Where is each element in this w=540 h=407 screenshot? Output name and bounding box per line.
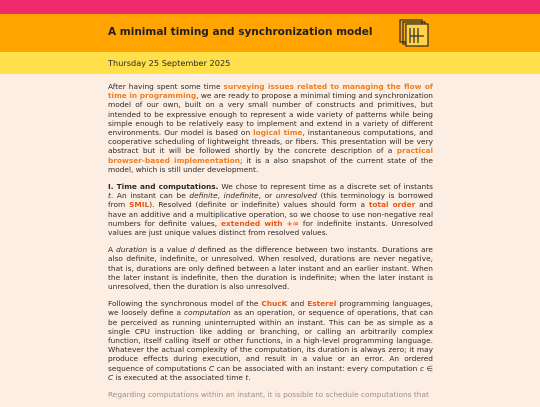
emphasis: definite xyxy=(189,191,218,201)
duration-paragraph xyxy=(108,245,433,291)
text: Following the synchronous model of the xyxy=(108,299,262,309)
site-logo-icon[interactable] xyxy=(399,19,429,47)
synchronous-model-paragraph xyxy=(108,299,433,382)
link-total-order[interactable]: total order xyxy=(368,200,416,210)
text: (this terminology is borrowed from xyxy=(108,191,433,210)
page-header xyxy=(0,14,540,52)
text: After having spent some time xyxy=(108,82,224,91)
math-var: t xyxy=(108,191,111,201)
text: , or xyxy=(258,191,276,201)
math-var: c ∈ C xyxy=(108,363,434,382)
math-var: d xyxy=(190,245,195,255)
text: can be associated with an instant: every computation xyxy=(214,363,420,373)
text: ). Resolved (definite or indefinite) values should form a xyxy=(149,200,369,210)
text: for indefinite instants. Unresolved values are just unique values distinct from resolved values. xyxy=(108,218,433,238)
section-time-computations xyxy=(108,182,433,237)
text: programming languages, we loosely define a xyxy=(108,299,434,318)
link-extended-infinity[interactable]: extended with +∞ xyxy=(221,218,299,228)
text: is executed at the associated time xyxy=(113,372,246,382)
text: and xyxy=(287,299,308,309)
math-var: t xyxy=(245,372,249,382)
cut-off-paragraph: Regarding computations within an instant, it is possible to schedule computations that xyxy=(108,390,429,400)
emphasis: indefinite xyxy=(223,191,259,201)
text: We chose to represent time as a discrete set of instants xyxy=(218,182,433,192)
math-var: C xyxy=(209,363,215,373)
text: . xyxy=(248,372,251,382)
emphasis: unresolved xyxy=(275,191,317,201)
link-esterel[interactable]: Esterel xyxy=(307,299,337,309)
text: and have an additive and a multiplicative operation, so we choose to use non-negative real numbers for definite values, xyxy=(108,200,433,228)
intro-paragraph xyxy=(108,82,433,174)
link-smil[interactable]: SMIL xyxy=(129,200,150,210)
date-bar xyxy=(0,52,540,74)
emphasis: duration xyxy=(116,245,148,255)
section-heading: I. Time and computations. xyxy=(108,182,219,192)
link-practical-implementation[interactable]: practical browser-based implementation xyxy=(108,146,433,165)
text: , we are ready to propose a minimal timing and synchronization model of our own, built on a very small number of constructs and primitives, but intended to be expressive enough to represent a wide variety of patterns while being simple enough to be relatively easy to implement and extend in a variety of different environments. Our model is based on xyxy=(108,91,433,138)
text: , instantaneous computations, and cooperative scheduling of lightweight threads, or fibers. This presentation will be very abstract but it will be followed shortly by the concrete description of a xyxy=(108,128,433,156)
link-logical-time[interactable]: logical time xyxy=(253,128,303,138)
text: , xyxy=(217,191,224,201)
link-chuck[interactable]: ChucK xyxy=(261,299,288,309)
top-accent-strip xyxy=(0,0,540,14)
page-title: A minimal timing and synchronization model xyxy=(108,26,373,38)
text: as an operation, or sequence of operations, that can be perceived as running uninterrupted within an instant. This can be as simple as a single CPU instruction like adding or branching, or calling an arbitrarily complex function, itself calling itself or other functions, in a high-level programming language. Whatever the actual complexity of the computation, its duration is always zero; it may produce effects during execution, and result in a value or an error. An ordered sequence of computations xyxy=(108,308,433,373)
text: . An instant can be xyxy=(110,191,190,201)
text: ; it is a also snapshot of the current state of the model, which is still under development. xyxy=(108,155,433,174)
emphasis: computation xyxy=(183,308,231,318)
text: defined as the difference between two instants. Durations are also definite, indefinite, or unresolved. When resolved, durations are never negative, that is, durations are only defined between a later instant and an earlier instant. When the later instant is indefinite, then the duration is indefinite; when the later instant is unresolved, then the duration is also unresolved. xyxy=(108,245,433,292)
text: A xyxy=(108,245,117,255)
article-body xyxy=(108,82,433,407)
post-date: Thursday 25 September 2025 xyxy=(108,58,231,68)
link-surveying-issues[interactable]: surveying issues related to managing the flow of time in programming xyxy=(108,82,433,101)
text: is a value xyxy=(147,245,191,255)
